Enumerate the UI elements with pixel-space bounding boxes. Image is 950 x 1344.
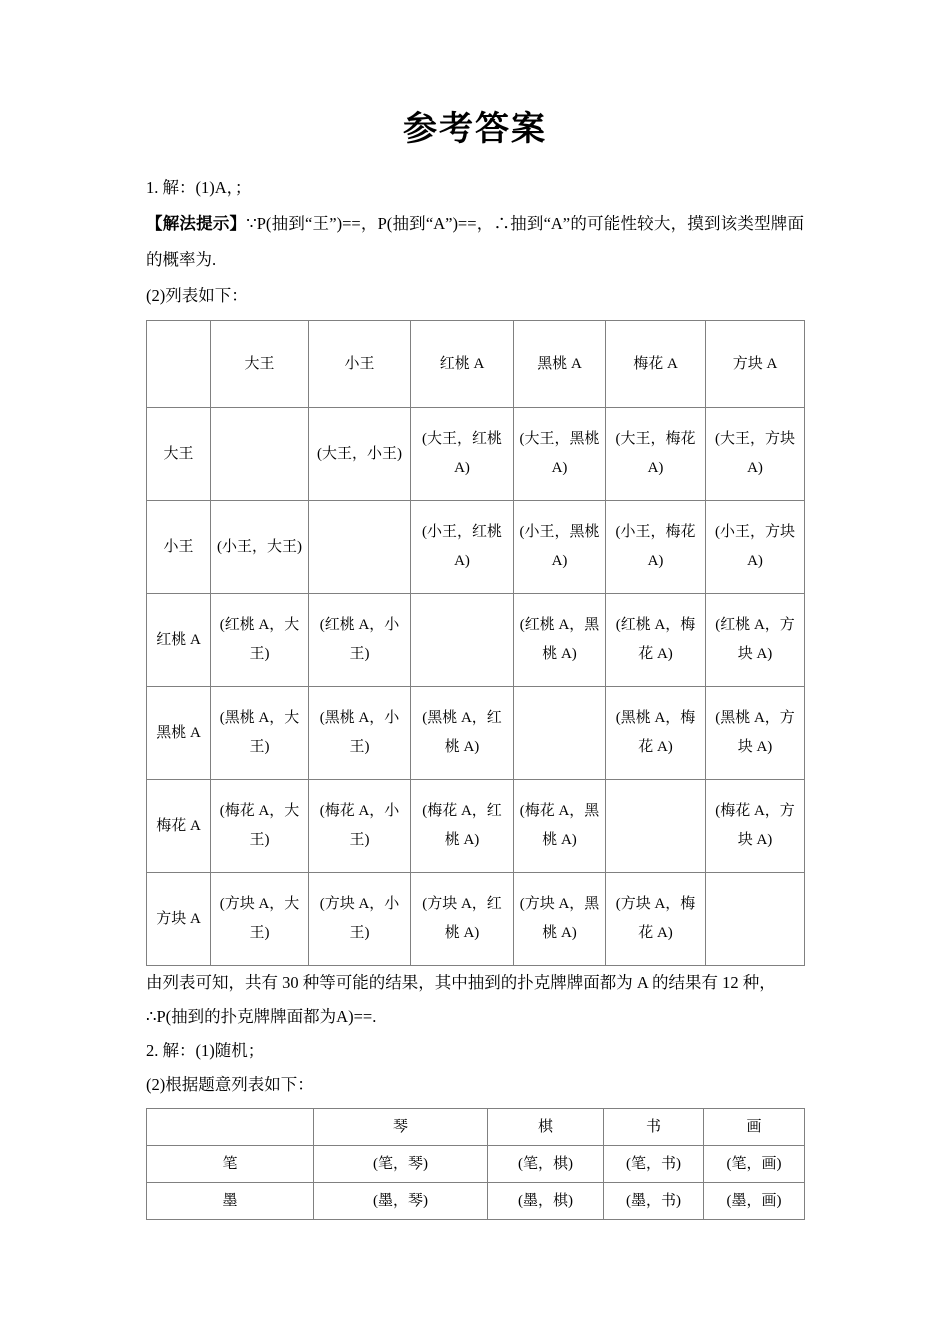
- column-header: 红桃 A: [411, 321, 514, 408]
- page-title: 参考答案: [403, 109, 547, 149]
- table-cell: (红桃 A，小王): [309, 594, 411, 687]
- table-cell: (笔，书): [604, 1146, 704, 1183]
- table-cell: (梅花 A，小王): [309, 780, 411, 873]
- table-cell: (小王，大王): [211, 501, 309, 594]
- table-cell: (小王，方块 A): [706, 501, 805, 594]
- table-cell: (方块 A，大王): [211, 873, 309, 966]
- table-cell: [309, 501, 411, 594]
- table-row: [147, 1146, 805, 1183]
- table-cell: (梅花 A，大王): [211, 780, 309, 873]
- table-cell: (小王，梅花 A): [606, 501, 706, 594]
- row-header: 大王: [147, 408, 211, 501]
- table-cell: (黑桃 A，小王): [309, 687, 411, 780]
- table-row: [147, 780, 805, 873]
- table-cell: (大王，红桃 A): [411, 408, 514, 501]
- table-cell: (方块 A，小王): [309, 873, 411, 966]
- table-cell: (黑桃 A，大王): [211, 687, 309, 780]
- table-row: [147, 687, 805, 780]
- problem1-conclusion-line1: 由列表可知，共有 30 种等可能的结果，其中抽到的扑克牌牌面都为 A 的结果有 12 种，: [146, 973, 776, 992]
- problem2-outcome-table: [146, 1108, 805, 1220]
- table-cell: (笔，琴): [314, 1146, 488, 1183]
- row-header: 红桃 A: [147, 594, 211, 687]
- table-cell: [706, 873, 805, 966]
- column-header: 黑桃 A: [514, 321, 606, 408]
- table-corner-cell: [147, 1109, 314, 1146]
- column-header: 画: [704, 1109, 805, 1146]
- table-cell: (黑桃 A，方块 A): [706, 687, 805, 780]
- table-cell: [514, 687, 606, 780]
- table-cell: (笔，画): [704, 1146, 805, 1183]
- table-cell: (黑桃 A，红桃 A): [411, 687, 514, 780]
- table-header-row: [147, 321, 805, 408]
- column-header: 书: [604, 1109, 704, 1146]
- problem1-conclusion-line2: ∴P(抽到的扑克牌牌面都为A)==.: [146, 1007, 377, 1026]
- problem1-hint-paragraph: [146, 206, 804, 278]
- table-cell: (笔，棋): [488, 1146, 604, 1183]
- table-cell: (大王，方块 A): [706, 408, 805, 501]
- table-cell: (墨，棋): [488, 1183, 604, 1220]
- table-corner-cell: [147, 321, 211, 408]
- row-header: 梅花 A: [147, 780, 211, 873]
- table-cell: (红桃 A，黑桃 A): [514, 594, 606, 687]
- table-cell: [606, 780, 706, 873]
- table-cell: (方块 A，红桃 A): [411, 873, 514, 966]
- table-cell: (墨，画): [704, 1183, 805, 1220]
- table-cell: (梅花 A，黑桃 A): [514, 780, 606, 873]
- row-header: 黑桃 A: [147, 687, 211, 780]
- table-cell: (大王，黑桃 A): [514, 408, 606, 501]
- column-header: 棋: [488, 1109, 604, 1146]
- row-header: 墨: [147, 1183, 314, 1220]
- table-cell: (小王，红桃 A): [411, 501, 514, 594]
- column-header: 方块 A: [706, 321, 805, 408]
- table-row: [147, 594, 805, 687]
- table-cell: (墨，书): [604, 1183, 704, 1220]
- table-cell: (红桃 A，大王): [211, 594, 309, 687]
- table-row: [147, 1183, 805, 1220]
- column-header: 梅花 A: [606, 321, 706, 408]
- column-header: 大王: [211, 321, 309, 408]
- table-cell: [211, 408, 309, 501]
- hint-label: 【解法提示】: [146, 214, 247, 233]
- table-cell: (方块 A，梅花 A): [606, 873, 706, 966]
- table-cell: (小王，黑桃 A): [514, 501, 606, 594]
- row-header: 方块 A: [147, 873, 211, 966]
- table-cell: (红桃 A，梅花 A): [606, 594, 706, 687]
- row-header: 笔: [147, 1146, 314, 1183]
- hint-text: ∵P(抽到“王”)==，P(抽到“A”)==，∴抽到“A”的可能性较大，摸到该类型牌面的概率为.: [146, 214, 805, 269]
- table-row: [147, 873, 805, 966]
- problem1-outcome-table: [146, 320, 805, 966]
- column-header: 小王: [309, 321, 411, 408]
- problem2-answer-line: 2. 解：(1)随机；: [146, 1041, 265, 1060]
- row-header: 小王: [147, 501, 211, 594]
- column-header: 琴: [314, 1109, 488, 1146]
- table-cell: (梅花 A，方块 A): [706, 780, 805, 873]
- table-cell: (黑桃 A，梅花 A): [606, 687, 706, 780]
- table-row: [147, 408, 805, 501]
- table-cell: (墨，琴): [314, 1183, 488, 1220]
- table-cell: (红桃 A，方块 A): [706, 594, 805, 687]
- problem1-list-intro: (2)列表如下：: [146, 286, 248, 305]
- problem1-answer-line: 1. 解：(1)A，；: [146, 178, 252, 197]
- page-content: [146, 106, 804, 1220]
- table-cell: (大王，梅花 A): [606, 408, 706, 501]
- table-row: [147, 501, 805, 594]
- table-header-row: [147, 1109, 805, 1146]
- table-cell: (大王，小王): [309, 408, 411, 501]
- table-cell: [411, 594, 514, 687]
- table-cell: (梅花 A，红桃 A): [411, 780, 514, 873]
- table-cell: (方块 A，黑桃 A): [514, 873, 606, 966]
- problem2-list-intro: (2)根据题意列表如下：: [146, 1075, 314, 1094]
